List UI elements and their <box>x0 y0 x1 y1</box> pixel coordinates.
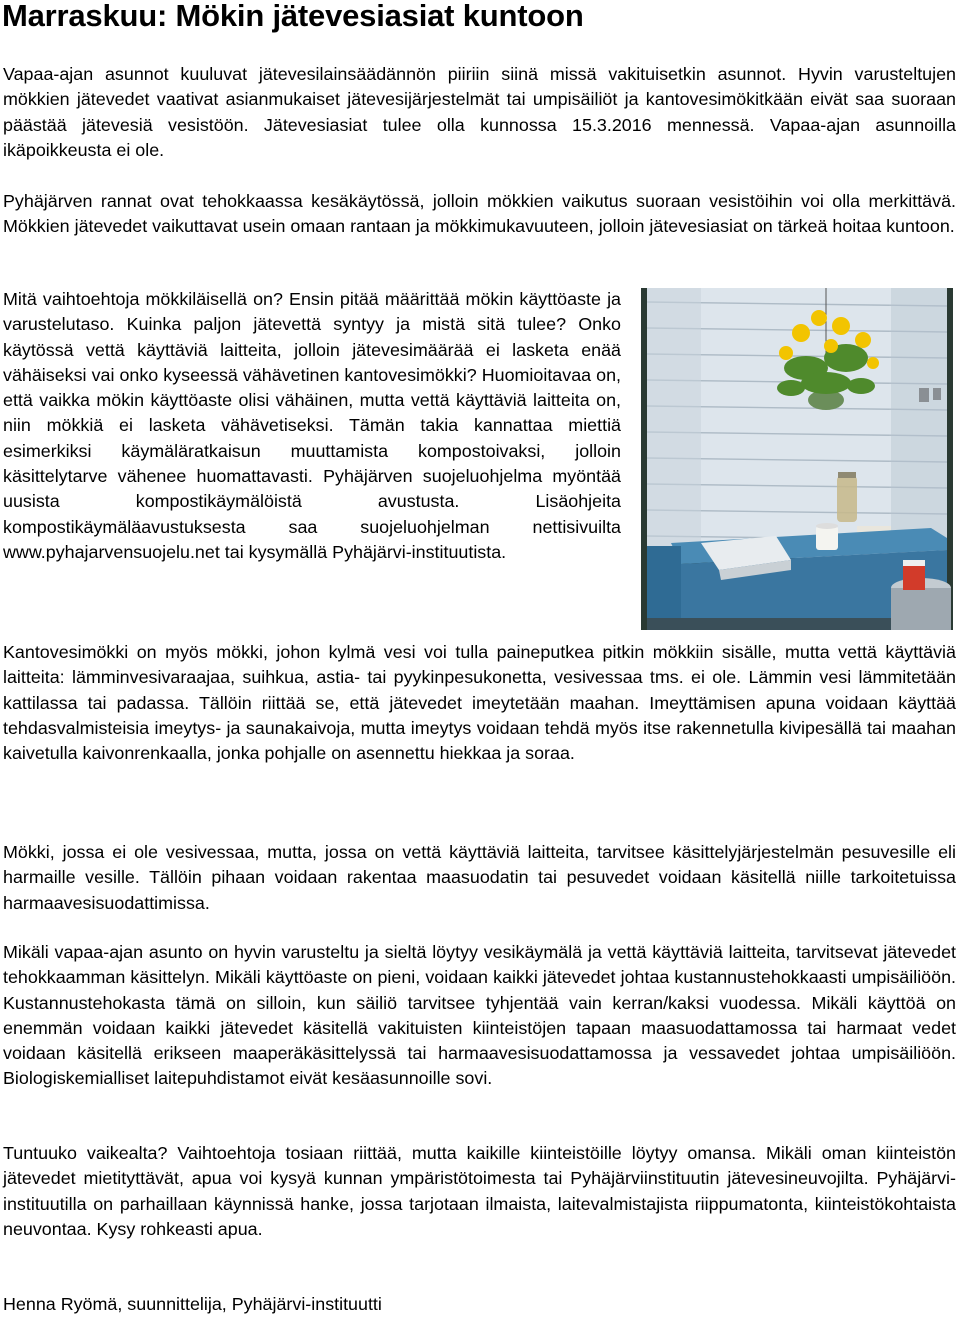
paragraph-grey-water: Mökki, jossa ei ole vesivessaa, mutta, jossa on vettä käyttäviä laitteita, tarvitsee käsittelyjärjestelmän pesuvesille eli harmaille vesille. Tällöin pihaan voidaan rakentaa maasuodatin tai pesuvedet voidaan käsitellä niille tarkoitetuissa harmaavesisuodattimissa. <box>3 842 956 913</box>
paragraph-options: Mitä vaihtoehtoja mökkiläisellä on? Ensin pitää määrittää mökin käyttöaste ja varustelutaso. Kuinka paljon jätevettä syntyy ja mistä sitä tulee? Onko käytössä vettä käyttäviä laitteita, jolloin jätevesimäärää ei lasketa enää vähäiseksi vai onko kyseessä vähävetinen kantovesimökki? Huomioitavaa on, että vaikka mökin käyttöaste olisi vähäinen, mutta vettä käyttäviä laitteita on, niin mökkiä ei lasketa vähävetiseksi. Tämän takia kannattaa miettiä esimerkiksi käymäläratkaisun muuttamista kompostoivaksi, jolloin käsittelytarve vähenee huomattavasti. Pyhäjärven suojeluohjelma myöntää uusista kompostikäymälöistä avustusta. Lisäohjeita kompostikäymäläavustuksesta saa suojeluohjelman nettisivuilta www.pyhajarvensuojelu.net tai kysymällä Pyhäjärvi-instituutista. <box>3 289 621 562</box>
article-title: Marraskuu: Mökin jätevesiasiat kuntoon <box>2 0 584 33</box>
paragraph-shores: Pyhäjärven rannat ovat tehokkaassa kesäkäytössä, jolloin mökkien vaikutus suoraan vesistöihin voi olla merkittävä. Mökkien jätevedet vaikuttavat usein omaan rantaan ja mökkimukavuuteen, jolloin jätevesiasiat on tärkeä hoitaa kuntoon. <box>3 191 956 237</box>
photo-illustration <box>641 288 953 630</box>
compost-toilet-photo <box>641 288 953 630</box>
paragraph-carry-water-cottage: Kantovesimökki on myös mökki, johon kylmä vesi voi tulla paineputkea pitkin mökkiin sisälle, mutta vettä käyttäviä laitteita: lämminvesivaraajaa, suihkua, astia- tai pyykinpesukonetta, vesivessaa tms. ei ole. Lämmin vesi lämmitetään kattilassa tai padassa. Tällöin riittää se, että jätevedet imeytetään maahan. Imeyttämisen apuna voidaan käyttää tehdasvalmisteisia imeytys- ja saunakaivoja, mutta imeytys voidaan tehdä myös itse rakennetulla kivipesällä tai maahan kaivetulla kaivonrenkaalla, jonka pohjalle on asennettu hiekkaa ja soraa. <box>3 642 956 764</box>
paragraph-advice: Tuntuuko vaikealta? Vaihtoehtoja tosiaan riittää, mutta kaikille kiinteistöille löytyy omansa. Mikäli oman kiinteistön jätevedet mietityttävät, apua voi kysyä kunnan ympäristötoimesta tai Pyhäjärviinstituutin jätevesineuvojilta. Pyhäjärvi-instituutilla on parhaillaan käynnissä hanke, jossa tarjotaan ilmaista, laitevalmistajista riippumatonta, kiinteistökohtaista neuvontaa. Kysy rohkeasti apua. <box>3 1143 956 1239</box>
author-signature: Henna Ryömä, suunnittelija, Pyhäjärvi-instituutti <box>3 1294 382 1314</box>
paragraph-intro: Vapaa-ajan asunnot kuuluvat jätevesilainsäädännön piiriin siinä missä vakituisetkin asunnot. Hyvin varusteltujen mökkien jätevedet vaativat asianmukaiset jätevesijärjestelmät tai umpisäiliöt ja kantovesimökitkään eivät saa suoraan päästää jätevesiä vesistöön. Jätevesiasiat tulee olla kunnossa 15.3.2016 mennessä. Vapaa-ajan asunnoilla ikäpoikkeusta ei ole. <box>3 64 956 160</box>
paragraph-well-equipped: Mikäli vapaa-ajan asunto on hyvin varusteltu ja sieltä löytyy vesikäymälä ja vettä käyttäviä laitteita, tarvitsevat jätevedet tehokkaamman käsittelyn. Mikäli käyttöaste on pieni, voidaan kaikki jätevedet johtaa kustannustehokkaasti umpisäiliöön. Kustannustehokasta tämä on silloin, kun säiliö tarvitsee tyhjentää vain kerran/kaksi vuodessa. Mikäli käyttöä on enemmän voidaan kaikki jätevedet käsitellä vakituisten kiinteistöjen tapaan maasuodattamossa tai harmaat vedet voidaan käsitellä erikseen maaperäkäsittelyssä tai harmaavesisuodattamossa ja vessavedet johtaa umpisäiliöön. Biologiskemialliset laitepuhdistamot eivät kesäasunnoille sovi. <box>3 942 956 1089</box>
